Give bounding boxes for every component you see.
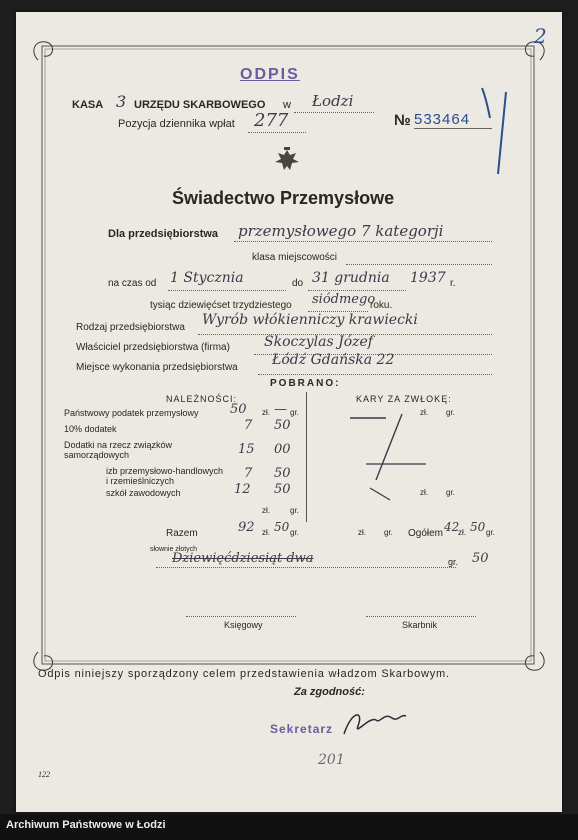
zgodnosc-label: Za zgodność:	[294, 686, 365, 698]
naleznosci-row-label: Państwowy podatek przemysłowy	[64, 408, 199, 418]
miejsce-value: Łódź Gdańska 22	[272, 352, 395, 368]
slownie-gr-value: 50	[472, 551, 489, 566]
slownie-gr-unit: gr.	[448, 557, 459, 567]
zl-unit: zł.	[262, 408, 270, 417]
kary-zl-unit: zł.	[420, 408, 428, 417]
roku-label: roku.	[370, 300, 393, 311]
razem-gr-unit: gr.	[290, 528, 299, 537]
odpis-title: ODPIS	[240, 66, 300, 83]
naleznosci-row-label: Dodatki na rzecz związków samorządowych	[64, 440, 173, 460]
razem-label: Razem	[166, 528, 198, 539]
year-word: siódmego	[312, 292, 376, 307]
miejsce-label: Miejsce wykonania przedsiębiorstwa	[76, 362, 238, 373]
document-number: 533464	[414, 111, 471, 128]
kasa-number: 3	[116, 92, 127, 111]
page-number: 122	[38, 770, 50, 779]
do-value: 31 grudnia	[312, 270, 390, 286]
ogolem-zl: 42	[444, 520, 460, 534]
naleznosci-row-label: 10% dodatek	[64, 424, 117, 434]
naleznosci-row-gr: 00	[274, 442, 291, 457]
signature-scribble	[340, 706, 410, 742]
ogolem-label: Ogółem	[408, 528, 444, 539]
naleznosci-row-zl: 7	[244, 418, 253, 433]
do-label: do	[292, 278, 304, 289]
naleznosci-row-zl: 15	[238, 442, 255, 457]
naleznosci-row-gr: 50	[274, 466, 291, 481]
certificate-title: Świadectwo Przemysłowe	[172, 188, 395, 208]
urzad-label: URZĘDU SKARBOWEGO	[134, 99, 266, 111]
pozycja-value: 277	[254, 110, 289, 131]
year-value: 1937	[410, 270, 446, 286]
naleznosci-row-zl: 50	[230, 402, 247, 417]
corner-mark: 2	[534, 24, 547, 48]
ksiegowy-label: Księgowy	[224, 620, 263, 630]
od-value: 1 Stycznia	[170, 270, 244, 286]
rodzaj-value: Wyrób włókienniczy krawiecki	[202, 312, 418, 328]
r-label: r.	[450, 278, 456, 289]
rodzaj-label: Rodzaj przedsiębiorstwa	[76, 322, 185, 333]
extra-handwritten-note: 201	[318, 752, 345, 768]
pencil-mark	[478, 78, 518, 178]
pobrano-label: POBRANO:	[270, 378, 341, 389]
kary-razem-gr-unit: gr.	[384, 528, 393, 537]
archive-label: Archiwum Państwowe w Łodzi	[6, 819, 166, 831]
kary-zl-unit: zł.	[420, 488, 428, 497]
pozycja-label: Pozycja dziennika wpłat	[118, 118, 235, 130]
naleznosci-row-zl: 12	[234, 482, 251, 497]
kary-razem-zl-unit: zł.	[358, 528, 366, 537]
naleznosci-row-label: szkół zawodowych	[106, 488, 181, 498]
kasa-label: KASA	[72, 99, 104, 111]
dla-label: Dla przedsiębiorstwa	[108, 228, 219, 240]
razem-zl: 92	[238, 520, 255, 535]
gr-unit: gr.	[290, 408, 299, 417]
number-label: №	[394, 112, 411, 129]
slownie-label: słownie złotych	[150, 546, 198, 553]
dla-value: przemysłowego 7 kategorji	[238, 222, 444, 240]
ogolem-gr-unit: gr.	[486, 528, 495, 537]
kary-gr-unit: gr.	[446, 488, 455, 497]
skarbnik-label: Skarbnik	[402, 620, 438, 630]
klasa-label: klasa miejscowości	[252, 252, 338, 263]
wlasciciel-value: Skoczylas Józef	[264, 334, 373, 350]
naleznosci-row-gr: 50	[274, 418, 291, 433]
naleznosci-row-gr: 50	[274, 482, 291, 497]
kary-gr-unit: gr.	[446, 408, 455, 417]
naleznosci-row-zl: 7	[244, 466, 253, 481]
gr-unit: gr.	[290, 506, 299, 515]
razem-gr: 50	[274, 520, 290, 534]
zl-unit: zł.	[262, 506, 270, 515]
copy-note: Odpis niniejszy sporządzony celem przedstawienia władzom Skarbowym.	[38, 668, 450, 680]
ogolem-gr: 50	[470, 520, 486, 534]
kary-cancel-strokes	[346, 408, 466, 508]
naleznosci-row-label: izb przemysłowo-handlowych i rzemieślniczych	[106, 466, 224, 486]
sekretarz-stamp: Sekretarz	[270, 722, 334, 736]
city-value: Łodzi	[312, 92, 354, 110]
document-sheet	[16, 12, 562, 812]
naleznosci-heading: NALEŻNOŚCI:	[166, 394, 238, 404]
slownie-value: Dziewięćdziesiąt dwa	[172, 551, 314, 566]
w-label: w	[283, 99, 291, 111]
wlasciciel-label: Właściciel przedsiębiorstwa (firma)	[76, 342, 230, 353]
eagle-emblem-icon	[272, 146, 302, 176]
razem-zl-unit: zł.	[262, 528, 270, 537]
na-czas-label: na czas od	[108, 278, 157, 289]
kary-heading: KARY ZA ZWŁOKĘ:	[356, 394, 452, 404]
column-divider	[306, 392, 307, 522]
tysiac-label: tysiąc dziewięćset trzydziestego	[150, 300, 292, 311]
naleznosci-row-gr: —	[274, 402, 287, 417]
ogolem-zl-unit: zł.	[458, 528, 466, 537]
